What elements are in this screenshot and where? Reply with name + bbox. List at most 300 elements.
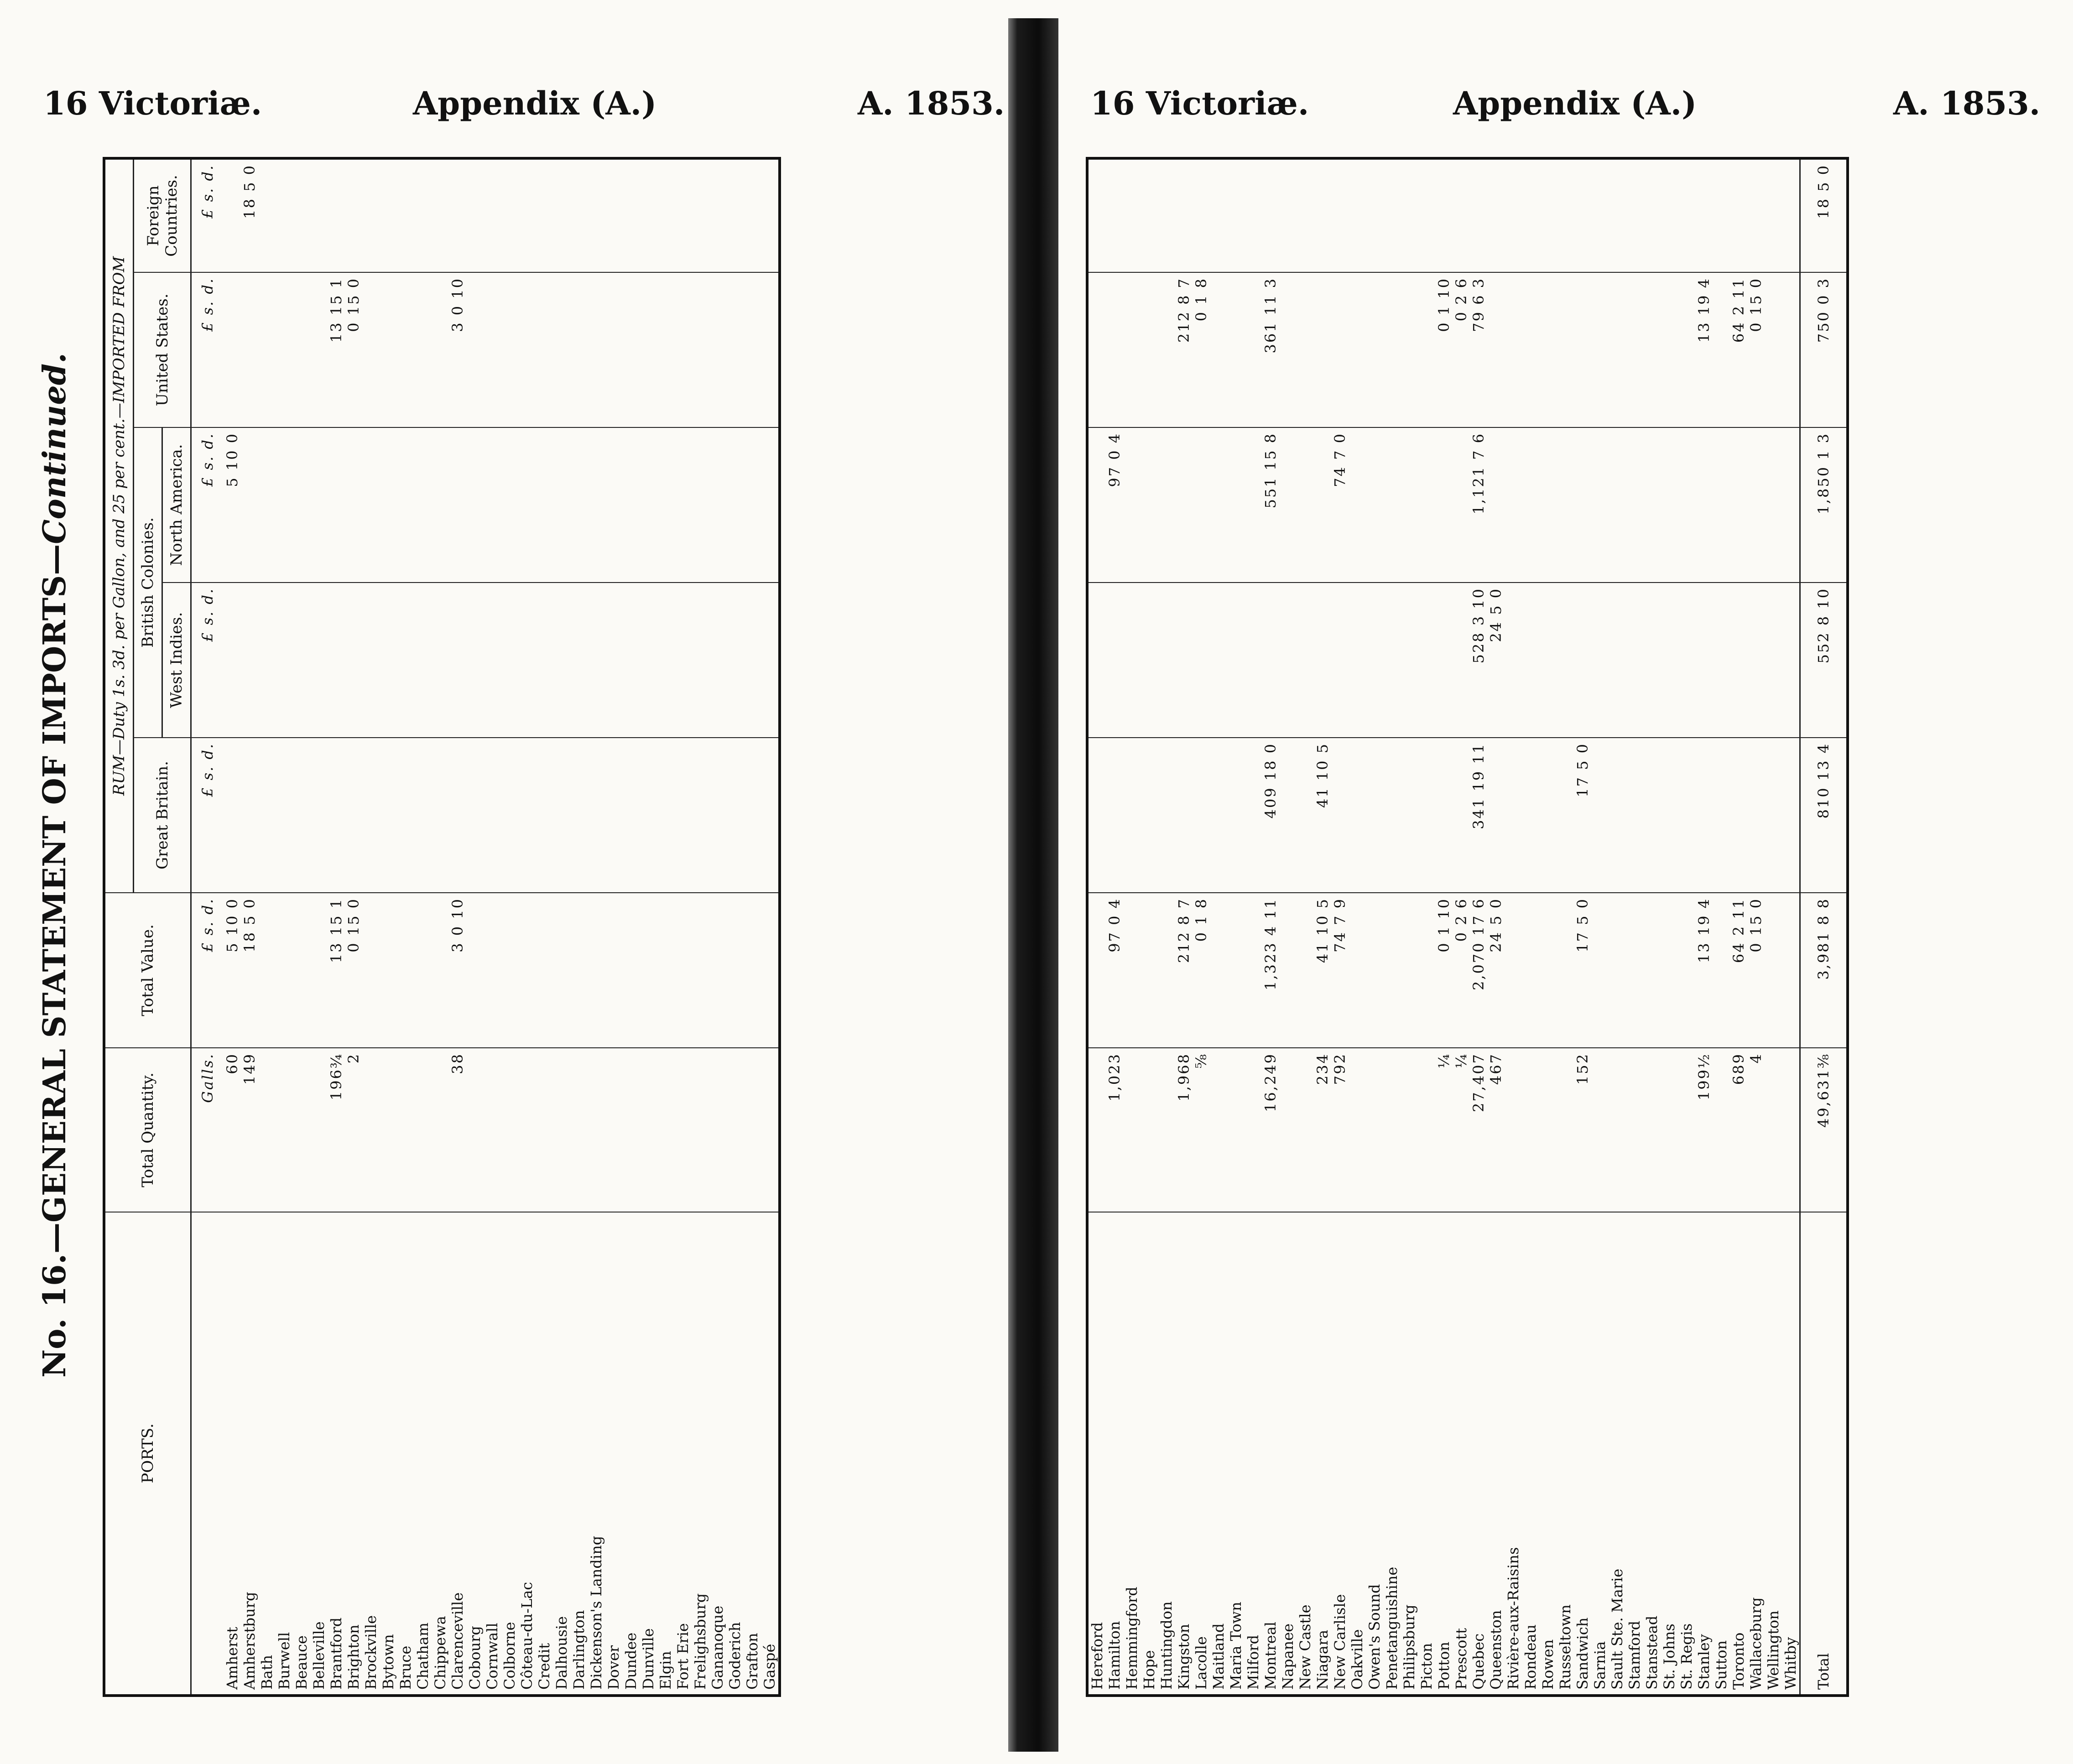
cell-gb <box>622 738 640 893</box>
cell-wi <box>1331 583 1349 738</box>
total-row <box>1800 158 1848 1696</box>
cell-qty: 467 <box>1487 1048 1505 1212</box>
cell-na <box>518 427 536 583</box>
table-row <box>1297 158 1314 1696</box>
table-row <box>761 158 780 1696</box>
cell-gb: 17 5 0 <box>1574 738 1591 893</box>
cell-us <box>1383 272 1401 427</box>
cell-gb <box>761 738 780 893</box>
cell-fc <box>276 158 293 272</box>
cell-tv: 1,323 4 11 <box>1262 893 1279 1048</box>
cell-na <box>1661 427 1678 583</box>
cell-qty <box>293 1048 310 1212</box>
cell-us: 13 19 4 <box>1695 272 1713 427</box>
cell-qty <box>553 1048 570 1212</box>
cell-tv: 212 8 7 <box>1175 893 1193 1048</box>
cell-qty: 149 <box>241 1048 258 1212</box>
cell-wi <box>1609 583 1626 738</box>
cell-fc <box>1695 158 1713 272</box>
col-rum-header: RUM—Duty 1s. 3d. per Gallon, and 25 per cent.—IMPORTED FROM <box>104 158 134 893</box>
port-name: Cornwall <box>484 1212 501 1696</box>
cell-fc <box>414 158 432 272</box>
cell-tv <box>1245 893 1262 1048</box>
cell-wi <box>744 583 761 738</box>
cell-qty: ¼ <box>1435 1048 1453 1212</box>
cell-qty: 234 <box>1314 1048 1331 1212</box>
cell-wi <box>414 583 432 738</box>
cell-us <box>1626 272 1643 427</box>
cell-tv: 0 15 0 <box>1747 893 1765 1048</box>
cell-us <box>1314 272 1331 427</box>
total-tv: 3,981 8 8 <box>1800 893 1848 1048</box>
cell-us <box>1401 272 1418 427</box>
port-name: Bruce <box>397 1212 414 1696</box>
cell-fc <box>362 158 380 272</box>
cell-gb <box>1435 738 1453 893</box>
cell-tv <box>276 893 293 1048</box>
cell-wi <box>432 583 449 738</box>
cell-wi <box>449 583 466 738</box>
cell-qty <box>1227 1048 1245 1212</box>
cell-qty: 199½ <box>1695 1048 1713 1212</box>
port-name: Prescott <box>1453 1212 1470 1696</box>
cell-gb: 409 18 0 <box>1262 738 1279 893</box>
cell-us <box>622 272 640 427</box>
cell-gb <box>345 738 362 893</box>
total-gb: 810 13 4 <box>1800 738 1848 893</box>
cell-tv <box>588 893 605 1048</box>
cell-tv <box>1505 893 1522 1048</box>
table-row <box>501 158 518 1696</box>
cell-na <box>1539 427 1557 583</box>
port-name: Potton <box>1435 1212 1453 1696</box>
cell-tv <box>1557 893 1574 1048</box>
cell-wi <box>362 583 380 738</box>
cell-na <box>1747 427 1765 583</box>
cell-wi <box>1626 583 1643 738</box>
cell-wi <box>1383 583 1401 738</box>
cell-fc <box>1661 158 1678 272</box>
cell-fc <box>692 158 709 272</box>
cell-na <box>1557 427 1574 583</box>
cell-tv: 41 10 5 <box>1314 893 1331 1048</box>
cell-wi <box>1713 583 1730 738</box>
cell-fc <box>1539 158 1557 272</box>
cell-gb <box>674 738 692 893</box>
cell-us <box>1331 272 1349 427</box>
cell-us: 3 0 10 <box>449 272 466 427</box>
table-row <box>1279 158 1297 1696</box>
cell-tv <box>1123 893 1141 1048</box>
cell-fc <box>1158 158 1175 272</box>
cell-tv <box>1158 893 1175 1048</box>
cell-tv <box>1765 893 1782 1048</box>
cell-tv <box>1418 893 1435 1048</box>
cell-na <box>570 427 588 583</box>
cell-qty <box>1366 1048 1383 1212</box>
table-row <box>570 158 588 1696</box>
cell-qty <box>1383 1048 1401 1212</box>
cell-qty <box>414 1048 432 1212</box>
cell-fc <box>310 158 328 272</box>
cell-qty <box>1158 1048 1175 1212</box>
table-row <box>466 158 484 1696</box>
cell-fc <box>605 158 622 272</box>
cell-qty: 689 <box>1730 1048 1747 1212</box>
cell-us <box>588 272 605 427</box>
cell-us <box>605 272 622 427</box>
table-row <box>1401 158 1418 1696</box>
cell-tv <box>362 893 380 1048</box>
cell-gb <box>657 738 674 893</box>
cell-gb <box>501 738 518 893</box>
cell-us <box>501 272 518 427</box>
cell-fc <box>1505 158 1522 272</box>
table-row <box>1210 158 1227 1696</box>
cell-wi <box>1453 583 1470 738</box>
cell-tv <box>1643 893 1661 1048</box>
cell-wi <box>466 583 484 738</box>
cell-qty <box>1765 1048 1782 1212</box>
port-name: Quebec <box>1470 1212 1487 1696</box>
cell-qty <box>709 1048 726 1212</box>
cell-qty <box>484 1048 501 1212</box>
cell-fc <box>1087 158 1106 272</box>
cell-fc <box>1435 158 1453 272</box>
cell-gb <box>726 738 744 893</box>
cell-us <box>432 272 449 427</box>
cell-fc <box>1331 158 1349 272</box>
cell-fc <box>1175 158 1193 272</box>
left-page <box>0 0 1022 1764</box>
cell-wi <box>1782 583 1800 738</box>
cell-na <box>1765 427 1782 583</box>
cell-fc <box>761 158 780 272</box>
cell-us <box>1591 272 1609 427</box>
cell-tv <box>1661 893 1678 1048</box>
cell-fc: 18 5 0 <box>241 158 258 272</box>
cell-us <box>276 272 293 427</box>
cell-us: 212 8 7 <box>1175 272 1193 427</box>
cell-tv <box>1227 893 1245 1048</box>
cell-qty <box>1661 1048 1678 1212</box>
cell-fc <box>345 158 362 272</box>
cell-us <box>1210 272 1227 427</box>
port-name: Dover <box>605 1212 622 1696</box>
port-name: Beauce <box>293 1212 310 1696</box>
cell-tv <box>1087 893 1106 1048</box>
cell-wi <box>1539 583 1557 738</box>
table-row <box>1435 158 1453 1696</box>
table-row <box>518 158 536 1696</box>
cell-qty: 2 <box>345 1048 362 1212</box>
table-row <box>310 158 328 1696</box>
cell-wi <box>1210 583 1227 738</box>
table-row <box>397 158 414 1696</box>
cell-tv <box>1609 893 1626 1048</box>
cell-wi <box>536 583 553 738</box>
cell-gb <box>1349 738 1366 893</box>
cell-wi <box>1087 583 1106 738</box>
table-row <box>1626 158 1643 1696</box>
cell-qty: 196¾ <box>328 1048 345 1212</box>
cell-na <box>241 427 258 583</box>
cell-gb <box>1539 738 1557 893</box>
cell-fc <box>1123 158 1141 272</box>
cell-na <box>1383 427 1401 583</box>
cell-gb <box>380 738 397 893</box>
header-session: 16 Victoriæ. <box>43 84 262 122</box>
unit-money: £ s. d. <box>191 893 224 1048</box>
cell-tv: 0 15 0 <box>345 893 362 1048</box>
table-row <box>605 158 622 1696</box>
cell-wi <box>1643 583 1661 738</box>
cell-tv <box>466 893 484 1048</box>
cell-tv: 2,070 17 6 <box>1470 893 1487 1048</box>
cell-gb <box>1123 738 1141 893</box>
cell-us <box>1487 272 1505 427</box>
cell-us <box>1713 272 1730 427</box>
cell-wi <box>1401 583 1418 738</box>
cell-us <box>674 272 692 427</box>
cell-fc <box>709 158 726 272</box>
header-year: A. 1853. <box>1893 84 2041 122</box>
cell-gb <box>1730 738 1747 893</box>
cell-tv <box>397 893 414 1048</box>
cell-wi: 24 5 0 <box>1487 583 1505 738</box>
table-row <box>1661 158 1678 1696</box>
cell-fc <box>657 158 674 272</box>
cell-us <box>1539 272 1557 427</box>
cell-qty <box>466 1048 484 1212</box>
cell-wi <box>1730 583 1747 738</box>
cell-qty <box>1505 1048 1522 1212</box>
cell-gb <box>1678 738 1695 893</box>
cell-na <box>588 427 605 583</box>
cell-wi <box>276 583 293 738</box>
cell-wi <box>1695 583 1713 738</box>
port-name: Philipsburg <box>1401 1212 1418 1696</box>
col-foreign-countries: Foreign Countries. <box>134 158 191 272</box>
cell-na <box>553 427 570 583</box>
port-name: Gaspé <box>761 1212 780 1696</box>
port-name: Dalhousie <box>553 1212 570 1696</box>
cell-gb <box>449 738 466 893</box>
cell-wi <box>1557 583 1574 738</box>
cell-tv <box>692 893 709 1048</box>
cell-wi <box>518 583 536 738</box>
cell-us <box>241 272 258 427</box>
port-name: Bytown <box>380 1212 397 1696</box>
cell-us <box>1245 272 1262 427</box>
port-name: Milford <box>1245 1212 1262 1696</box>
table-row <box>640 158 657 1696</box>
cell-na <box>484 427 501 583</box>
cell-us <box>518 272 536 427</box>
cell-qty <box>397 1048 414 1212</box>
cell-us <box>1087 272 1106 427</box>
cell-fc <box>432 158 449 272</box>
cell-wi <box>709 583 726 738</box>
table-row <box>692 158 709 1696</box>
cell-qty <box>1401 1048 1418 1212</box>
cell-na <box>1505 427 1522 583</box>
cell-us: 79 6 3 <box>1470 272 1487 427</box>
port-name: Hamilton <box>1106 1212 1123 1696</box>
cell-tv <box>536 893 553 1048</box>
cell-qty <box>518 1048 536 1212</box>
table-row <box>536 158 553 1696</box>
cell-us <box>1418 272 1435 427</box>
cell-na <box>1349 427 1366 583</box>
cell-na <box>362 427 380 583</box>
cell-tv <box>657 893 674 1048</box>
cell-qty <box>588 1048 605 1212</box>
cell-wi <box>588 583 605 738</box>
port-name: Penetanguishine <box>1383 1212 1401 1696</box>
cell-qty <box>692 1048 709 1212</box>
port-name: Burwell <box>276 1212 293 1696</box>
cell-us <box>1279 272 1297 427</box>
table-row <box>1331 158 1349 1696</box>
cell-qty <box>1123 1048 1141 1212</box>
cell-wi <box>1175 583 1193 738</box>
port-name: St. Regis <box>1678 1212 1695 1696</box>
table-row <box>224 158 241 1696</box>
cell-wi <box>1522 583 1539 738</box>
cell-fc <box>1453 158 1470 272</box>
book-spine <box>1008 18 1058 1752</box>
port-name: Stamford <box>1626 1212 1643 1696</box>
table-row <box>432 158 449 1696</box>
cell-us <box>380 272 397 427</box>
port-name: Gananoque <box>709 1212 726 1696</box>
cell-fc <box>484 158 501 272</box>
cell-us <box>570 272 588 427</box>
cell-na: 74 7 0 <box>1331 427 1349 583</box>
cell-qty: ¼ <box>1453 1048 1470 1212</box>
cell-qty <box>1643 1048 1661 1212</box>
port-name: Bath <box>258 1212 276 1696</box>
cell-na <box>1175 427 1193 583</box>
cell-fc <box>397 158 414 272</box>
cell-qty <box>310 1048 328 1212</box>
cell-na <box>1297 427 1314 583</box>
cell-wi <box>553 583 570 738</box>
cell-us: 0 2 6 <box>1453 272 1470 427</box>
cell-na <box>622 427 640 583</box>
table-row <box>1782 158 1800 1696</box>
cell-tv: 3 0 10 <box>449 893 466 1048</box>
cell-na <box>1314 427 1331 583</box>
units-row <box>191 158 224 1696</box>
cell-na <box>1158 427 1175 583</box>
table-row <box>657 158 674 1696</box>
port-name: Dundee <box>622 1212 640 1696</box>
cell-fc <box>1262 158 1279 272</box>
cell-qty <box>657 1048 674 1212</box>
right-imports-table <box>1086 157 1849 1697</box>
cell-na <box>345 427 362 583</box>
cell-tv: 0 1 10 <box>1435 893 1453 1048</box>
col-great-britain: Great Britain. <box>134 738 191 893</box>
cell-fc <box>1574 158 1591 272</box>
cell-tv <box>570 893 588 1048</box>
cell-fc <box>674 158 692 272</box>
cell-fc <box>536 158 553 272</box>
cell-wi <box>1505 583 1522 738</box>
left-table-body <box>191 158 780 1696</box>
table-row <box>362 158 380 1696</box>
cell-na <box>432 427 449 583</box>
port-name: Amherstburg <box>241 1212 258 1696</box>
cell-wi <box>1158 583 1175 738</box>
header-appendix: Appendix (A.) <box>1453 84 1697 122</box>
cell-fc <box>1401 158 1418 272</box>
col-north-america: North America. <box>162 427 191 583</box>
cell-us <box>1765 272 1782 427</box>
table-row <box>1695 158 1713 1696</box>
col-british-colonies: British Colonies. <box>134 427 162 738</box>
cell-fc <box>1747 158 1765 272</box>
cell-wi <box>1366 583 1383 738</box>
port-name: Dunville <box>640 1212 657 1696</box>
cell-qty <box>1279 1048 1297 1212</box>
cell-wi <box>1678 583 1695 738</box>
col-united-states: United States. <box>134 272 191 427</box>
cell-gb <box>709 738 726 893</box>
port-name: Montreal <box>1262 1212 1279 1696</box>
cell-tv <box>1539 893 1557 1048</box>
cell-na <box>1678 427 1695 583</box>
port-name: Stanstead <box>1643 1212 1661 1696</box>
cell-fc <box>1557 158 1574 272</box>
cell-gb <box>1193 738 1210 893</box>
cell-tv: 5 10 0 <box>224 893 241 1048</box>
cell-na <box>761 427 780 583</box>
cell-qty <box>674 1048 692 1212</box>
cell-wi <box>397 583 414 738</box>
table-row <box>1574 158 1591 1696</box>
table-row <box>1193 158 1210 1696</box>
cell-wi <box>1661 583 1678 738</box>
table-row <box>1175 158 1193 1696</box>
cell-gb <box>605 738 622 893</box>
cell-gb <box>276 738 293 893</box>
port-name: Credit <box>536 1212 553 1696</box>
cell-wi <box>1435 583 1453 738</box>
cell-gb <box>553 738 570 893</box>
cell-us <box>224 272 241 427</box>
cell-tv <box>709 893 726 1048</box>
cell-qty <box>1349 1048 1366 1212</box>
left-imports-table <box>103 157 781 1697</box>
port-name: Brighton <box>345 1212 362 1696</box>
table-row <box>1522 158 1539 1696</box>
cell-fc <box>1730 158 1747 272</box>
port-name: Maitland <box>1210 1212 1227 1696</box>
table-row <box>1262 158 1279 1696</box>
cell-gb <box>258 738 276 893</box>
cell-qty <box>258 1048 276 1212</box>
cell-us <box>1141 272 1158 427</box>
cell-fc <box>1141 158 1158 272</box>
cell-us <box>761 272 780 427</box>
cell-wi <box>258 583 276 738</box>
cell-na <box>709 427 726 583</box>
side-title: No. 16.—GENERAL STATEMENT OF IMPORTS—Continued. <box>36 353 73 1378</box>
cell-fc <box>258 158 276 272</box>
